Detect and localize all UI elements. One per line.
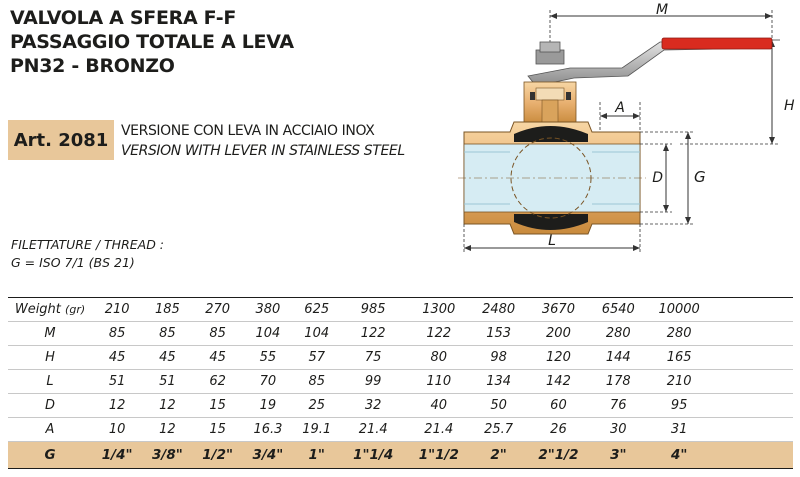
table-cell: 15 bbox=[193, 394, 243, 418]
table-cell: 200 bbox=[526, 322, 592, 346]
dimension-g bbox=[640, 132, 706, 224]
table-cell: 1" bbox=[293, 442, 340, 469]
dim-label-m: M bbox=[655, 2, 669, 18]
table-cell-empty bbox=[713, 322, 793, 346]
table-cell: 122 bbox=[340, 322, 406, 346]
table-row-a bbox=[8, 418, 793, 442]
table-cell: 19 bbox=[243, 394, 293, 418]
title-line-2: PASSAGGIO TOTALE A LEVA bbox=[10, 31, 294, 53]
row-label-h: H bbox=[8, 346, 92, 370]
weight-label: Weight bbox=[14, 302, 61, 317]
title-line-1: VALVOLA A SFERA F-F bbox=[10, 7, 237, 29]
table-cell: 1/4" bbox=[92, 442, 142, 469]
table-cell: 2480 bbox=[472, 298, 526, 322]
table-cell: 3/4" bbox=[243, 442, 293, 469]
row-label-a: A bbox=[8, 418, 92, 442]
table-cell-empty bbox=[713, 394, 793, 418]
table-cell: 76 bbox=[591, 394, 645, 418]
table-cell: 98 bbox=[472, 346, 526, 370]
table-cell: 45 bbox=[142, 346, 192, 370]
dim-label-l: L bbox=[548, 233, 556, 249]
version-text bbox=[121, 121, 405, 161]
weight-unit: (gr) bbox=[65, 303, 86, 316]
table-row-g bbox=[8, 442, 793, 469]
table-cell: 45 bbox=[92, 346, 142, 370]
table-row-m bbox=[8, 322, 793, 346]
table-cell-empty bbox=[713, 370, 793, 394]
table-cell: 25.7 bbox=[472, 418, 526, 442]
table-cell: 60 bbox=[526, 394, 592, 418]
table-cell: 134 bbox=[472, 370, 526, 394]
row-label-weight bbox=[8, 298, 92, 322]
table-cell: 57 bbox=[293, 346, 340, 370]
table-cell: 1"1/2 bbox=[406, 442, 472, 469]
valve-drawing bbox=[450, 2, 795, 264]
table-cell: 625 bbox=[293, 298, 340, 322]
table-cell: 185 bbox=[142, 298, 192, 322]
table-cell: 144 bbox=[591, 346, 645, 370]
table-cell: 26 bbox=[526, 418, 592, 442]
table-cell-empty bbox=[713, 442, 793, 469]
table-cell: 3/8" bbox=[142, 442, 192, 469]
table-cell: 4" bbox=[645, 442, 713, 469]
table-cell: 104 bbox=[293, 322, 340, 346]
table-cell: 40 bbox=[406, 394, 472, 418]
table-cell: 10 bbox=[92, 418, 142, 442]
table-cell: 99 bbox=[340, 370, 406, 394]
dimension-d bbox=[640, 144, 672, 212]
version-english: VERSION WITH LEVER IN STAINLESS STEEL bbox=[121, 143, 405, 159]
table-cell: 153 bbox=[472, 322, 526, 346]
table-cell: 270 bbox=[193, 298, 243, 322]
table-cell: 122 bbox=[406, 322, 472, 346]
table-cell: 120 bbox=[526, 346, 592, 370]
table-cell: 70 bbox=[243, 370, 293, 394]
table-cell: 85 bbox=[92, 322, 142, 346]
table-cell: 80 bbox=[406, 346, 472, 370]
dimension-h bbox=[680, 40, 795, 144]
table-cell: 178 bbox=[591, 370, 645, 394]
table-cell: 6540 bbox=[591, 298, 645, 322]
specs-table bbox=[8, 297, 793, 469]
table-cell: 31 bbox=[645, 418, 713, 442]
table-cell: 75 bbox=[340, 346, 406, 370]
row-label-m: M bbox=[8, 322, 92, 346]
table-cell: 280 bbox=[645, 322, 713, 346]
table-cell: 3" bbox=[591, 442, 645, 469]
title-line-3: PN32 - BRONZO bbox=[10, 55, 175, 77]
row-label-l: L bbox=[8, 370, 92, 394]
table-cell: 15 bbox=[193, 418, 243, 442]
valve-body bbox=[458, 122, 646, 234]
table-cell: 30 bbox=[591, 418, 645, 442]
table-cell: 16.3 bbox=[243, 418, 293, 442]
table-cell: 210 bbox=[92, 298, 142, 322]
table-cell: 21.4 bbox=[340, 418, 406, 442]
table-cell: 2"1/2 bbox=[526, 442, 592, 469]
table-cell: 985 bbox=[340, 298, 406, 322]
table-cell: 55 bbox=[243, 346, 293, 370]
table-cell: 3670 bbox=[526, 298, 592, 322]
table-cell: 142 bbox=[526, 370, 592, 394]
thread-line-2: G = ISO 7/1 (BS 21) bbox=[11, 255, 135, 270]
table-cell: 85 bbox=[142, 322, 192, 346]
table-cell: 85 bbox=[193, 322, 243, 346]
table-row-l bbox=[8, 370, 793, 394]
table-cell: 12 bbox=[92, 394, 142, 418]
table-cell-empty bbox=[713, 418, 793, 442]
product-title bbox=[10, 6, 294, 78]
table-cell: 62 bbox=[193, 370, 243, 394]
table-row-weight bbox=[8, 298, 793, 322]
table-cell: 280 bbox=[591, 322, 645, 346]
thread-line-1: FILETTATURE / THREAD : bbox=[11, 237, 165, 252]
row-label-g: G bbox=[8, 442, 92, 469]
table-cell: 380 bbox=[243, 298, 293, 322]
table-cell: 25 bbox=[293, 394, 340, 418]
row-label-d: D bbox=[8, 394, 92, 418]
table-cell: 21.4 bbox=[406, 418, 472, 442]
table-cell: 12 bbox=[142, 394, 192, 418]
table-cell: 165 bbox=[645, 346, 713, 370]
table-cell: 210 bbox=[645, 370, 713, 394]
table-cell: 51 bbox=[92, 370, 142, 394]
lever bbox=[528, 38, 772, 86]
table-cell: 110 bbox=[406, 370, 472, 394]
table-cell: 85 bbox=[293, 370, 340, 394]
article-number: Art. 2081 bbox=[13, 129, 109, 151]
table-cell-empty bbox=[713, 346, 793, 370]
table-cell: 95 bbox=[645, 394, 713, 418]
dim-label-d: D bbox=[652, 170, 663, 186]
version-italian: VERSIONE CON LEVA IN ACCIAIO INOX bbox=[121, 123, 375, 139]
table-cell: 1"1/4 bbox=[340, 442, 406, 469]
table-cell: 1/2" bbox=[193, 442, 243, 469]
table-cell: 32 bbox=[340, 394, 406, 418]
table-cell: 50 bbox=[472, 394, 526, 418]
table-cell: 45 bbox=[193, 346, 243, 370]
dim-label-g: G bbox=[694, 168, 706, 186]
table-cell: 51 bbox=[142, 370, 192, 394]
dim-label-h: H bbox=[784, 98, 795, 114]
dim-label-a: A bbox=[615, 100, 625, 116]
thread-info bbox=[11, 236, 164, 272]
table-row-d bbox=[8, 394, 793, 418]
table-cell: 10000 bbox=[645, 298, 713, 322]
table-cell: 19.1 bbox=[293, 418, 340, 442]
table-cell: 2" bbox=[472, 442, 526, 469]
table-row-h bbox=[8, 346, 793, 370]
table-cell-empty bbox=[713, 298, 793, 322]
table-cell: 1300 bbox=[406, 298, 472, 322]
table-cell: 12 bbox=[142, 418, 192, 442]
table-cell: 104 bbox=[243, 322, 293, 346]
dimension-a bbox=[600, 100, 640, 132]
article-badge bbox=[8, 120, 114, 160]
